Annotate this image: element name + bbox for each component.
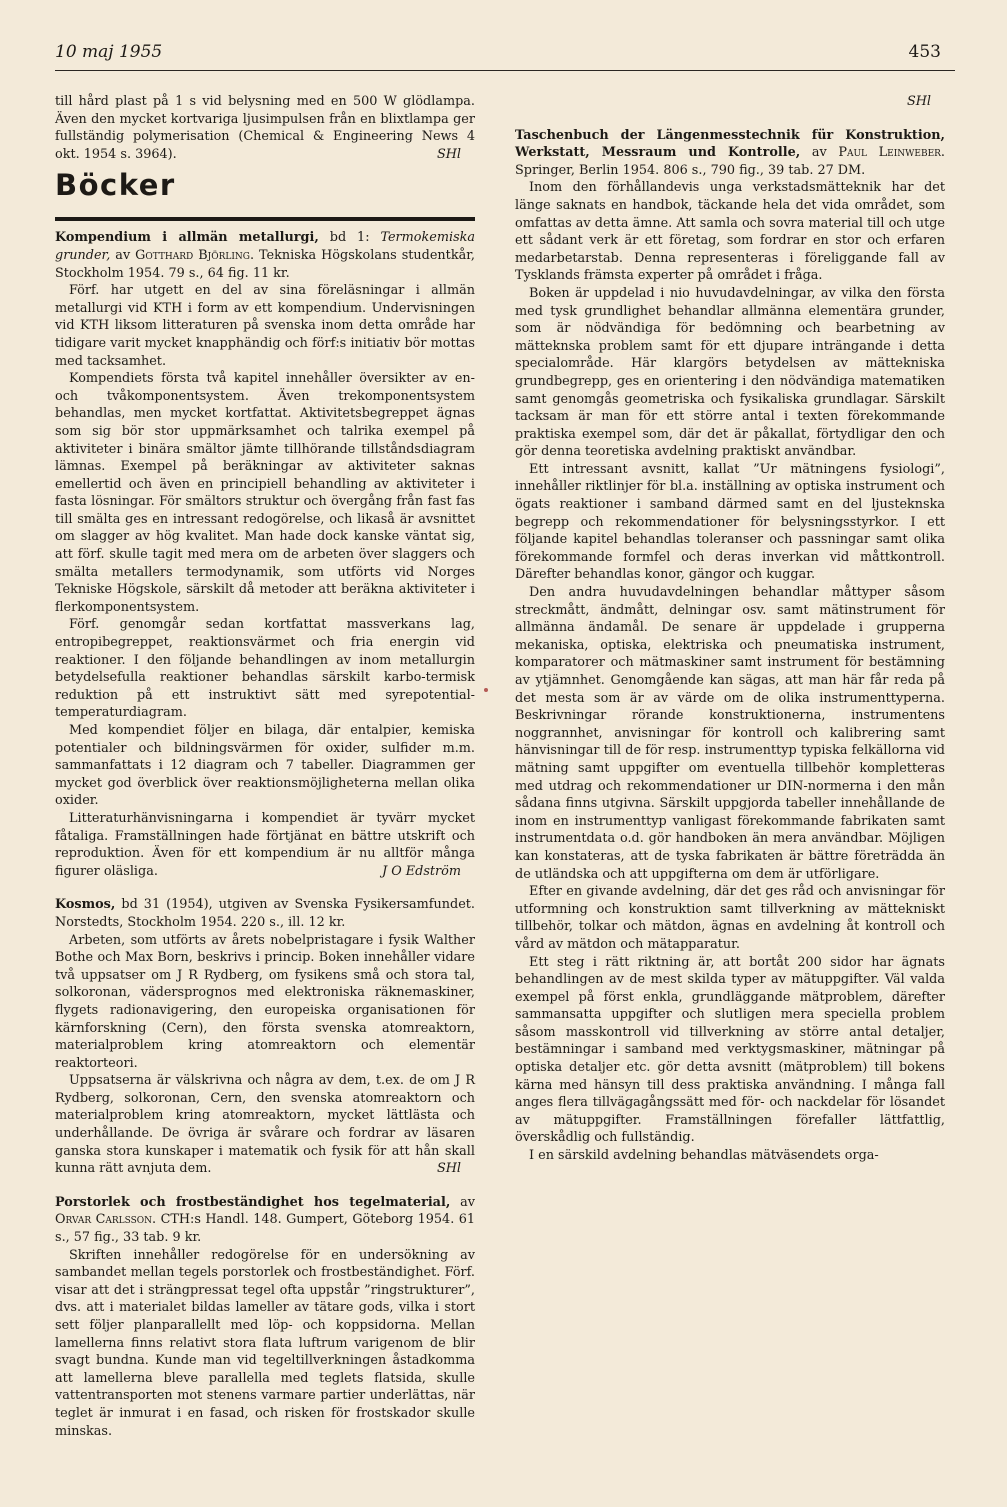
review-header: Taschenbuch der Längenmesstechnik für Konstruktion, Werkstatt, Messraum und Kontrolle, av Paul Leinweber. Springer, Berlin 1954. 806 s., 790 fig., 39 tab. 27 DM. <box>515 127 945 178</box>
review-header: Kosmos, bd 31 (1954), utgiven av Svenska Fysikersamfundet. Norstedts, Stockholm 1954. 220 s., ill. 12 kr. <box>55 897 475 930</box>
review-header: Porstorlek och frostbeständighet hos tegelmaterial, av Orvar Carlsson. CTH:s Handl. 148. Gumpert, Göteborg 1954. 61 s., 57 fig., 33 tab. 9 kr. <box>55 1194 475 1246</box>
review-porstorlek <box>55 1194 475 1440</box>
review-paragraph: Boken är uppdelad i nio huvudavdelningar, av vilka den första med tysk grundlighet behandlar allmänna elementära grunder, som är nödvändiga för bedömning och bearbetning av mätteknska problem samt för ett djupare inträngande i detta specialområde. Här klargörs betydelsen av mättekniska grundbegrepp, ges en orientering i den nödvändiga matematiken samt genomgås geometriska och fysikaliska grundlagar. Särskilt tacksam är man för ett större antal i texten förekommande praktiska exempel som, där det är påkallat, förtydligar den och gör denna teoretiska avdelning praktiskt användbar. <box>515 285 945 460</box>
review-title: Porstorlek och frostbeständighet hos tegelmaterial, <box>55 1194 451 1210</box>
review-author: Paul Leinweber <box>838 145 941 161</box>
review-signature: SHl <box>436 1161 461 1177</box>
section-title: Böcker <box>55 168 176 203</box>
review-paragraph: Uppsatserna är välskrivna och några av dem, t.ex. de om J R Rydberg, solkoronan, Cern, den svenska atomreaktorn och materialproblem kring atomreaktorn, mycket lättlästa och underhållande. De övriga är svårare och fordrar av läsaren ganska stora kunskaper i matematik och fysik för att hån skall kunna rätt avnjuta dem. SHl <box>55 1073 475 1177</box>
review-author: Gotthard Björling <box>135 247 250 263</box>
review-paragraph: Ett intressant avsnitt, kallat ”Ur mätningens fysiologi”, innehåller riktlinjer för bl.a. inställning av optiska instrument och ögats reaktioner i samband därmed samt en del ljusteknska begrepp och rekommendationer för belysningsstyrkor. I ett följande kapitel behandlas toleranser och passningar samt olika förekommande formfel och deras inverkan vid måttkontroll. Därefter behandlas konor, gängor och kuggar. <box>515 461 945 583</box>
review-paragraph: Med kompendiet följer en bilaga, där entalpier, kemiska potentialer och bildningsvärmen för oxider, sulfider m.m. sammanfattats i 12 diagram och 7 tabeller. Diagrammen ger mycket god överblick över reaktionsmöjligheterna mellan olika oxider. <box>55 723 475 809</box>
review-paragraph: Förf. har utgett en del av sina föreläsningar i allmän metallurgi vid KTH i form av ett kompendium. Undervisningen vid KTH liksom litteraturen på svenska inom detta område har tidigare varit mycket knapphändig och förf:s initiativ bör mottas med tacksamhet. <box>55 283 475 369</box>
review-paragraph: Efter en givande avdelning, där det ges råd och anvisningar för utformning och konstruktion samt tillverkning av mättekniskt tillbehör, tolkar och mätdon, ägnas en avdelning åt kontroll och vård av mätdon och mätapparatur. <box>515 884 945 952</box>
review-header: Kompendium i allmän metallurgi, bd 1: Termokemiska grunder, av Gotthard Björling. Tekniska Högskolans studentkår, Stockholm 1954. 79 s., 64 fig. 11 kr. <box>55 230 476 281</box>
review-author: Orvar Carlsson <box>55 1212 153 1228</box>
review-signature: J O Edström <box>382 863 461 879</box>
page-number: 453 <box>908 42 941 62</box>
review-paragraph: Ett steg i rätt riktning är, att bortåt 200 sidor har ägnats behandlingen av de mest skilda typer av mätuppgifter. Väl valda exempel på först enkla, grundläggande mätproblem, därefter sammansatta uppgifter och slutligen mera speciella problem såsom masskontroll vid tillverkning av större antal detaljer, bestämningar i samband med verktygsmaskiner, mätningar på optiska detaljer etc. gör detta avsnitt (mätproblem) till bokens kärna med hänsyn till dess praktiska användning. I många fall anges flera tillvägagångssätt med för- och nackdelar för lösandet av mätuppgifter. Framställningen förefaller lättfattlig, överskådlig och fullständig. <box>515 954 945 1146</box>
review-taschenbuch <box>515 127 945 1165</box>
review-title: Kompendium i allmän metallurgi, <box>55 230 319 246</box>
review-paragraph: Den andra huvudavdelningen behandlar måttyper såsom streckmått, ändmått, delningar osv. samt mätinstrument för allmänna ändamål. De senare är uppdelade i grupperna mekaniska, optiska, elektriska och pneumatiska instrument, komparatorer och mätmaskiner samt instrument för bestämning av ytjämnhet. Genomgående kan sägas, att man här får reda på det mesta som är av värde om de olika instrumenttyperna. Beskrivningar rörande konstruktionerna, instrumentens noggrannhet, anvisningar för kontroll och kalibrering samt hänvisningar till de för resp. instrumenttyp typiska felkällorna vid mätning samt uppgifter om eventuella tillbehör kompletteras med utdrag och rekommendationer ur DIN-normerna i den mån sådana finns utgivna. Särskilt uppgjorda tabeller innehållande de inom en instrumenttyp vanligast förekommande fabrikaten samt instrumentdata o.d. gör handboken än mera användbar. Möjligen kan konstateras, att de tyska fabrikaten är bättre företrädda än de utländska och att uppgifterna om dem är utförligare. <box>515 585 945 882</box>
issue-date: 10 maj 1955 <box>55 42 163 62</box>
section-rule <box>55 217 475 221</box>
review-paragraph: Inom den förhållandevis unga verkstadsmätteknik har det länge saknats en handbok, täckande hela det vida området, som omfattas av detta ämne. Att samla och sovra material till och utge ett sådant verk är ett företag, som fordrar en stor och erfaren medarbetarstab. Denna representeras i föreliggande fall av Tysklands främsta experter på området i fråga. <box>515 180 945 284</box>
review-kosmos <box>55 896 475 1178</box>
intro-signature: SHl <box>436 146 461 162</box>
review-paragraph: Skriften innehåller redogörelse för en undersökning av sambandet mellan tegels porstorlek och frostbeständighet. Förf. visar att det i strängpressat tegel ofta uppstår ”ringstrukturer”, dvs. att i materialet bildas lameller av tätare gods, vilka i stort sett följer planparallellt med löp- och koppsidorna. Mellan lamellerna finns relativt stora flata luftrum varigenom de blir svagt bundna. Kunde man vid tegeltillverkningen åstadkomma att lamellerna bleve parallella med teglets flatsida, skulle vattentransporten mot stenens varmare partier underlättas, när teglet är inmurat i en fasad, och risken för frostskador skulle minskas. <box>55 1247 475 1439</box>
intro-paragraph: till hård plast på 1 s vid belysning med en 500 W glödlampa. Även den mycket kortvariga ljusimpulsen från en blixtlampa ger fullständig polymerisation (Chemical & Engineering News 4 okt. 1954 s. 3964). SHl <box>55 94 475 162</box>
review-kompendium <box>55 229 475 880</box>
review-signature: SHl <box>906 94 931 109</box>
review-title: Kosmos, <box>55 897 116 913</box>
review-subtitle: Termokemiska grunder, <box>55 230 476 263</box>
left-column <box>55 93 475 1440</box>
review-paragraph: Förf. genomgår sedan kortfattat massverkans lag, entropibegreppet, reaktionsvärmet och fria energin vid reaktioner. I den följande behandlingen av inom metallurgin betydelsefulla reaktioner behandlas särskilt karbo-termisk reduktion på ett instruktivt sätt med syrepotential-temperaturdiagram. <box>55 617 475 721</box>
review-paragraph: Arbeten, som utförts av årets nobelpristagare i fysik Walther Bothe och Max Born, beskrivs i princip. Boken innehåller vidare två uppsatser om J R Rydberg, om fysikens små och stora tal, solkoronan, vädersprognos med elektroniska räknemaskiner, flygets radionavigering, den europeiska organisationen för kärnforskning (Cern), den första svenska atomreaktorn, materialproblem kring atomreaktorn och elementär reaktorteori. <box>55 932 475 1071</box>
margin-mark <box>484 688 488 692</box>
review-paragraph: Kompendiets första två kapitel innehåller översikter av en- och tvåkomponentsystem. Även trekomponentsystem behandlas, men mycket kortfattat. Aktivitetsbegreppet ägnas som sig bör stor uppmärksamhet och talrika exempel på aktiviteter i binära smältor jämte tillhörande tillståndsdiagram lämnas. Exempel på beräkningar av aktiviteter saknas emellertid och även en principiell behandling av aktiviteter i fasta lösningar. För smältors struktur och övergång från fast fas till smälta ges en intressant redogörelse, och likaså är avsnittet om slagger av hög kvalitet. Man hade dock kanske väntat sig, att förf. skulle tagit med mera om de arbeten över slaggers och smälta metallers termodynamik, som utförts vid Norges Tekniske Högskole, särskilt då metoder att beräkna aktiviteter i flerkomponentsystem. <box>55 371 475 615</box>
running-header <box>55 38 955 71</box>
right-column <box>515 93 945 1165</box>
review-title: Taschenbuch der Längenmesstechnik für Konstruktion, Werkstatt, Messraum und Kontrolle, <box>515 127 945 161</box>
review-paragraph: I en särskild avdelning behandlas mätväsendets orga- <box>529 1148 879 1164</box>
review-paragraph: Litteraturhänvisningarna i kompendiet är tyvärr mycket fåtaliga. Framställningen hade förtjänat en bättre utskrift och reproduktion. Även för ett kompendium är nu alltför många figurer oläsliga. J O Edström <box>55 810 475 879</box>
